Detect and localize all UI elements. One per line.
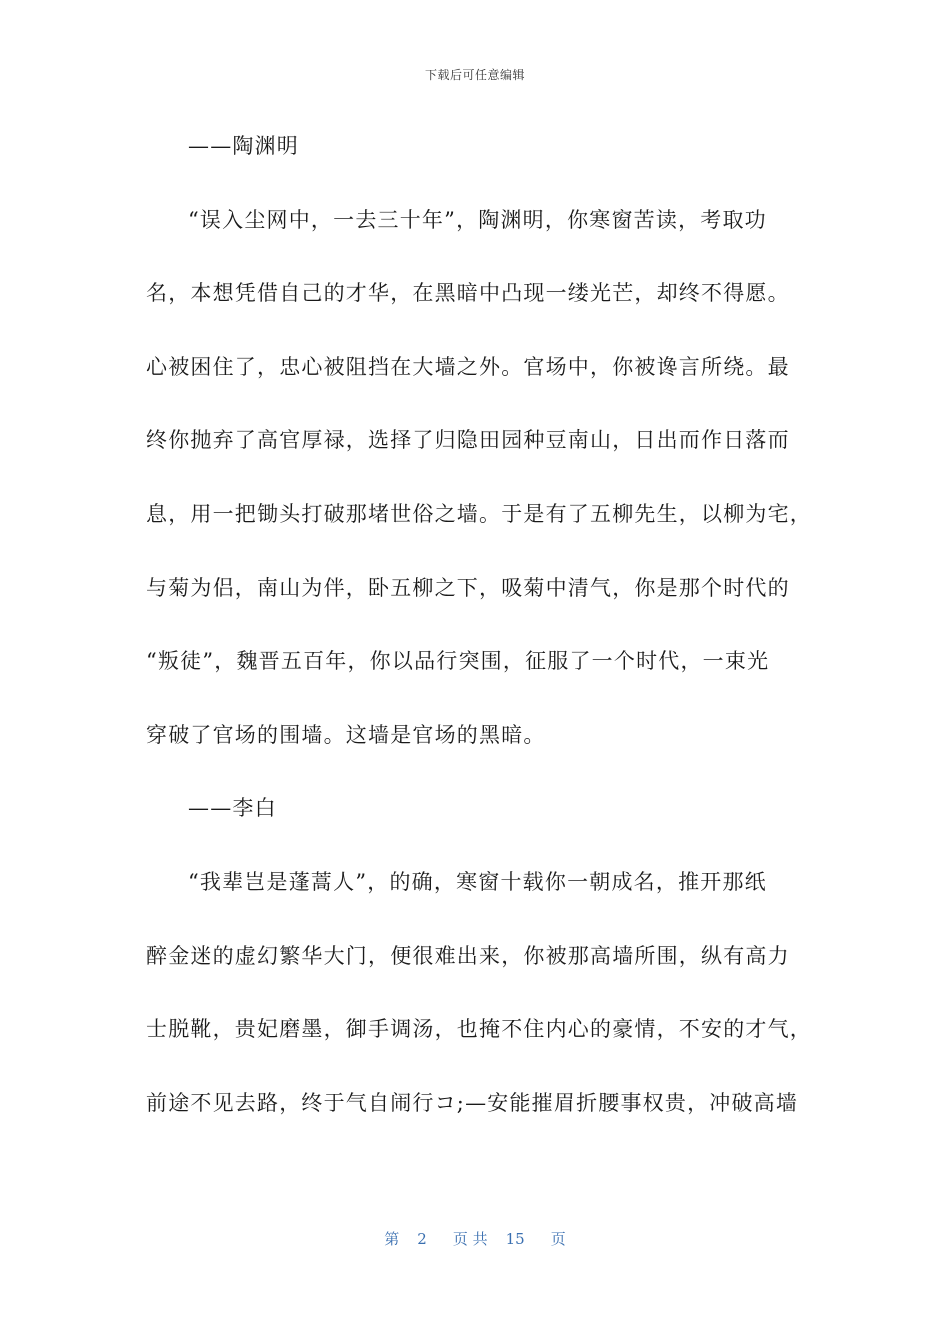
paragraph-line: “我辈岂是蓬蒿人”，的确，寒窗十载你一朝成名，推开那纸 bbox=[188, 869, 767, 894]
section-heading-li-bai: ——李白 bbox=[188, 796, 277, 821]
paragraph-line: 息，用一把锄头打破那堵世俗之墙。于是有了五柳先生，以柳为宅， bbox=[146, 501, 812, 526]
paragraph-line: “误入尘网中，一去三十年”，陶渊明，你寒窗苦读，考取功 bbox=[188, 207, 767, 232]
paragraph-line: 与菊为侣，南山为伴，卧五柳之下，吸菊中清气，你是那个时代的 bbox=[146, 575, 790, 600]
paragraph-line: 前途不见去路，终于气自闹行コ;—安能摧眉折腰事权贵，冲破高墙 bbox=[146, 1090, 799, 1115]
paragraph-line: 名，本想凭借自己的才华，在黑暗中凸现一缕光芒，却终不得愿。 bbox=[146, 281, 790, 306]
paragraph-line: 士脱靴，贵妃磨墨，御手调汤，也掩不住内心的豪情，不安的才气， bbox=[146, 1017, 812, 1042]
paragraph-line: 穿破了官场的围墙。这墙是官场的黑暗。 bbox=[146, 722, 546, 747]
footer-prefix: 第 bbox=[384, 1230, 400, 1248]
footer-total-pages: 15 bbox=[505, 1230, 525, 1248]
section-heading-tao-yuanming: ——陶渊明 bbox=[188, 134, 299, 158]
paragraph-line: 心被困住了，忠心被阻挡在大墙之外。官场中，你被谗言所绕。最 bbox=[146, 354, 790, 379]
footer-suffix: 页 bbox=[550, 1230, 566, 1248]
page-footer bbox=[0, 1228, 950, 1249]
paragraph-line: “叛徒”，魏晋五百年，你以品行突围，征服了一个时代，一束光 bbox=[146, 649, 770, 674]
footer-middle: 页 共 bbox=[452, 1230, 488, 1248]
footer-page-number: 2 bbox=[417, 1230, 427, 1248]
paragraph-line: 终你抛弃了高官厚禄，选择了归隐田园种豆南山，日出而作日落而 bbox=[146, 428, 790, 453]
paragraph-line: 醉金迷的虚幻繁华大门，便很难出来，你被那高墙所围，纵有高力 bbox=[146, 943, 790, 968]
header-note: 下载后可任意编辑 bbox=[424, 68, 525, 82]
body-text bbox=[146, 126, 812, 1156]
